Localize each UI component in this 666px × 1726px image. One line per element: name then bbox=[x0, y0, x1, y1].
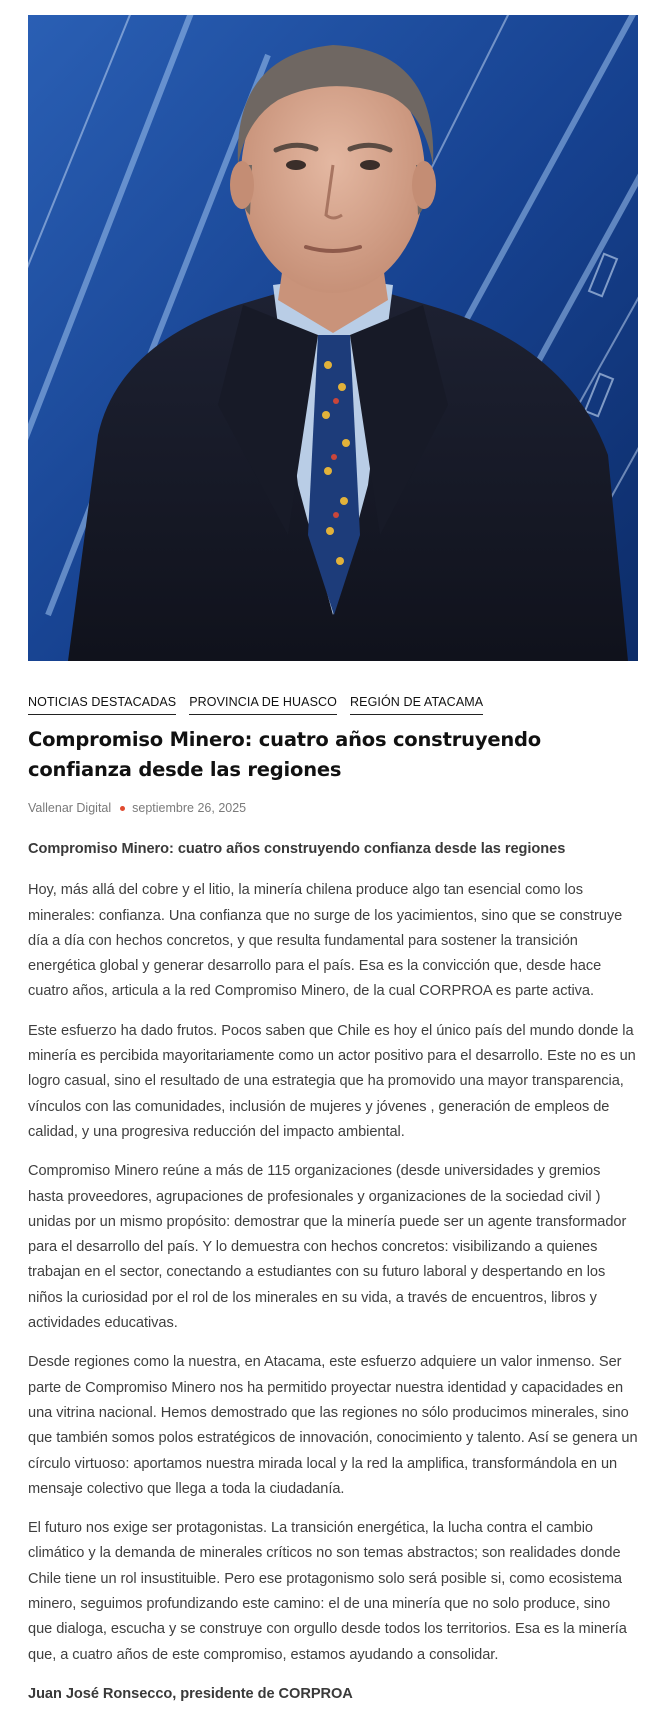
article-meta bbox=[28, 799, 638, 817]
article-lead: Compromiso Minero: cuatro años construyendo confianza desde las regiones bbox=[28, 841, 566, 857]
paragraph-1: Hoy, más allá del cobre y el litio, la minería chilena produce algo tan esencial como los minerales: confianza. Una confianza que no surge de los yacimientos, sino que se construye día a día con hechos concretos, y que resulta fundamental para sostener la transición energética global y generar desarrollo para el país. Esa es la convicción que, desde hace cuatro años, articula a la red Compromiso Minero, de la cual CORPROA es parte activa. bbox=[28, 882, 623, 1000]
author-link[interactable]: Vallenar Digital bbox=[28, 801, 112, 815]
paragraph-2: Este esfuerzo ha dado frutos. Pocos saben que Chile es hoy el único país del mundo donde la minería es percibida mayoritariamente como un actor positivo para el desarrollo. Este no es un logro casual, sino el resultado de una estrategia que ha promovido una mayor transparencia, vínculos con las comunidades, inclusión de mujeres y jóvenes , generación de empleos de calidad, y una progresiva reducción del impacto ambiental. bbox=[28, 1022, 636, 1140]
publish-date: septiembre 26, 2025 bbox=[132, 801, 247, 815]
paragraph-3: Compromiso Minero reúne a más de 115 organizaciones (desde universidades y gremios hasta proveedores, agrupaciones de profesionales y organizaciones de la sociedad civil ) unidas por un mismo propósito: demostrar que la minería puede ser un agente transformador para el desarrollo del país. Y lo demuestra con hechos concretos: visibilizando a quienes trabajan en el sector, conectando a estudiantes con su futuro laboral y despertando en los niños la curiosidad por el rol de los minerales en su vida, a través de encuentros, libros y actividades educativas. bbox=[28, 1163, 627, 1332]
category-links bbox=[28, 695, 638, 715]
featured-image[interactable] bbox=[28, 15, 638, 661]
article bbox=[28, 15, 638, 1721]
article-title: Compromiso Minero: cuatro años construyendo confianza desde las regiones bbox=[28, 728, 541, 781]
separator-dot-icon bbox=[120, 806, 125, 811]
article-signature: Juan José Ronsecco, presidente de CORPROA bbox=[28, 1685, 353, 1702]
category-noticias-destacadas[interactable]: NOTICIAS DESTACADAS bbox=[28, 695, 176, 715]
paragraph-5: El futuro nos exige ser protagonistas. La transición energética, la lucha contra el cambio climático y la demanda de minerales críticos no son temas abstractos; son realidades donde Chile tiene un rol insustituible. Pero ese protagonismo solo será posible si, como ecosistema minero, seguimos profundizando este camino: el de una minería que no solo produce, sino que dialoga, escucha y se construye con orgullo desde todos los territorios. Esa es la minería que, a cuatro años de este compromiso, estamos ayudando a consolidar. bbox=[28, 1520, 627, 1663]
article-body bbox=[28, 837, 638, 1707]
category-provincia-de-huasco[interactable]: PROVINCIA DE HUASCO bbox=[189, 695, 337, 715]
paragraph-4: Desde regiones como la nuestra, en Atacama, este esfuerzo adquiere un valor inmenso. Ser parte de Compromiso Minero nos ha permitido proyectar nuestra identidad y capacidades en una vitrina nacional. Hemos demostrado que las regiones no sólo producimos minerales, sino que también somos polos estratégicos de innovación, conocimiento y talento. Así se genera un círculo virtuoso: aportamos nuestra mirada local y la red la amplifica, transformándola en un mensaje colectivo que llega a toda la ciudadanía. bbox=[28, 1354, 638, 1497]
category-region-de-atacama[interactable]: REGIÓN DE ATACAMA bbox=[350, 695, 483, 715]
portrait-photo-icon bbox=[28, 15, 638, 661]
